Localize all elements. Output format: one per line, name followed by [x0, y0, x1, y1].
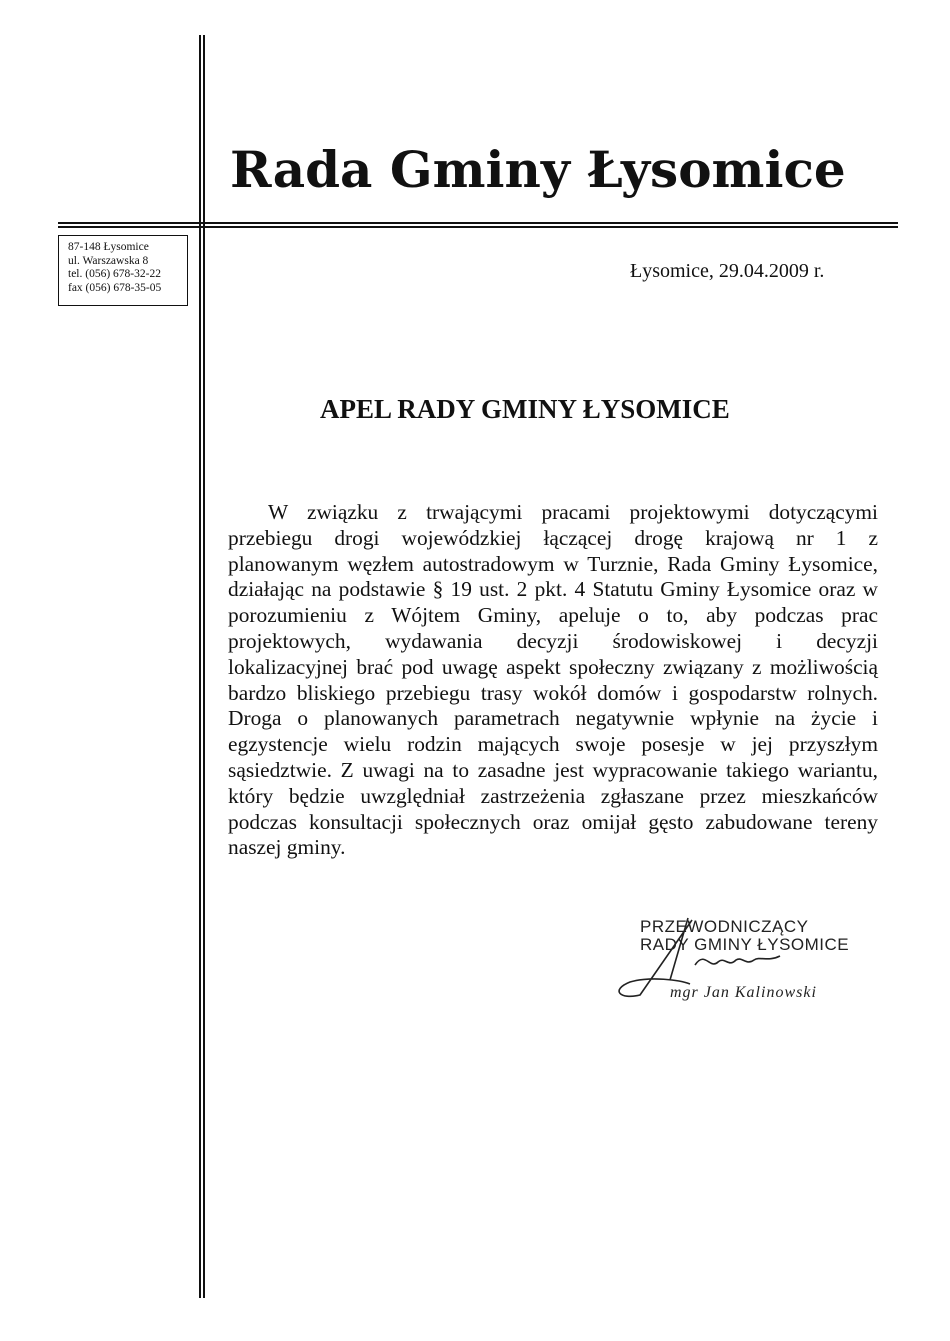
body-line: egzystencje wielu rodzin mających swoje posesje w jej przyszłym — [228, 732, 878, 757]
body-line: projektowych, wydawania decyzji środowiskowej i decyzji — [228, 628, 878, 653]
body-line: naszej gminy. — [228, 835, 346, 860]
address-street: ul. Warszawska 8 — [68, 254, 149, 267]
address-phone: tel. (056) 678-32-22 — [68, 268, 161, 280]
address-box — [58, 235, 188, 306]
letterhead-title: Rada Gminy Łysomice — [230, 140, 846, 199]
body-line: bardzo bliskiego przebiegu trasy wokół domów i gospodarstw rolnych. — [228, 680, 878, 705]
horizontal-double-rule — [58, 222, 898, 228]
body-line: sąsiedztwie. Z uwagi na to zasadne jest wypracowanie takiego wariantu, — [228, 757, 878, 782]
body-paragraph — [228, 500, 878, 861]
document-heading: APEL RADY GMINY ŁYSOMICE — [320, 394, 730, 424]
body-line: planowanym węzłem autostradowym w Turznie, Rada Gminy Łysomice, — [228, 551, 878, 576]
signature-role-line1: PRZEWODNICZĄCY — [640, 917, 809, 936]
address-postal: 87-148 Łysomice — [68, 241, 149, 253]
body-line: lokalizacyjnej brać pod uwagę aspekt społeczny związany z możliwością — [228, 654, 878, 679]
date-line: Łysomice, 29.04.2009 r. — [630, 260, 825, 282]
body-line: przebiegu drogi wojewódzkiej łączącej drogę krajową nr 1 z — [228, 525, 878, 550]
body-line: Droga o planowanych parametrach negatywnie wpłynie na życie i — [228, 706, 878, 731]
body-line: działając na podstawie § 19 ust. 2 pkt. 4 Statutu Gminy Łysomice oraz w — [228, 577, 878, 602]
handwritten-signature-icon — [600, 910, 850, 1010]
body-line: podczas konsultacji społecznych oraz omijał gęsto zabudowane tereny — [228, 809, 878, 834]
body-line: W związku z trwającymi pracami projektowymi dotyczącymi — [268, 500, 878, 524]
signatory-name: mgr Jan Kalinowski — [670, 984, 817, 1001]
address-fax: fax (056) 678-35-05 — [68, 281, 162, 294]
signature-role-line2: RADY GMINY ŁYSOMICE — [640, 935, 850, 954]
body-line: porozumieniu z Wójtem Gminy, apeluje o to, aby podczas prac — [228, 603, 878, 628]
body-line: który będzie uwzględniał zastrzeżenia zgłaszane przez mieszkańców — [228, 783, 878, 808]
